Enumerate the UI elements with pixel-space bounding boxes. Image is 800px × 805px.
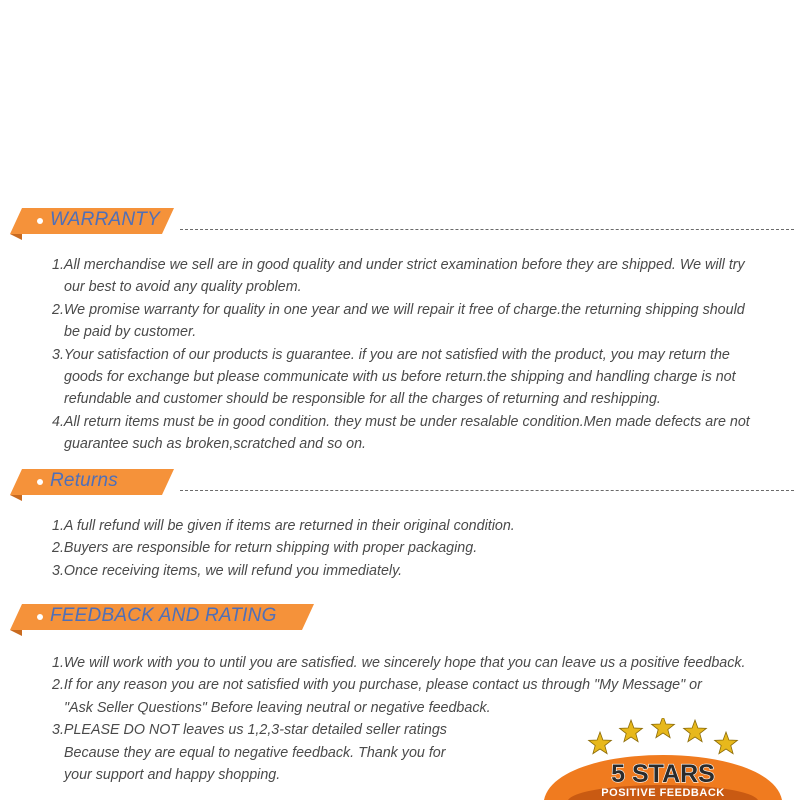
bullet-icon xyxy=(37,614,43,620)
list-item: 1.We will work with you to until you are satisfied. we sincerely hope that you can leave us a positive feedback. xyxy=(52,655,746,671)
list-item: 3.PLEASE DO NOT leaves us 1,2,3-star detailed seller ratings Because they are equal to negative feedback. Thank you for your support and happy shopping. xyxy=(52,722,447,784)
list-item: 1.All merchandise we sell are in good quality and under strict examination before they are shipped. We will try our best to avoid any quality problem. xyxy=(52,257,745,296)
dashed-divider xyxy=(180,229,794,230)
badge-subline: POSITIVE FEEDBACK xyxy=(601,787,725,799)
list-item: 1.A full refund will be given if items are returned in their original condition. xyxy=(52,518,515,534)
list-item: 3.Your satisfaction of our products is guarantee. if you are not satisfied with the product, you may return the goods for exchange but please communicate with us before return.the shipping and handling charge is not refundable and customer should be responsible for all the charges of returning and reshipping. xyxy=(52,346,736,408)
bullet-icon xyxy=(37,479,43,485)
warranty-list xyxy=(52,254,750,456)
star-icons xyxy=(589,718,738,754)
section-title: Returns xyxy=(50,470,118,491)
star-icon xyxy=(684,720,707,742)
five-stars-badge xyxy=(538,718,788,800)
list-item: 4.All return items must be in good condition. they must be under resalable condition.Men made defects are not guarantee such as broken,scratched and so on. xyxy=(52,413,750,453)
star-icon xyxy=(589,732,612,754)
dashed-divider xyxy=(180,490,794,491)
star-icon xyxy=(620,720,643,742)
returns-list xyxy=(52,515,515,582)
section-title: FEEDBACK AND RATING xyxy=(50,605,277,626)
list-item: 2.Buyers are responsible for return shipping with proper packaging. xyxy=(52,540,478,557)
star-icon xyxy=(715,732,738,754)
list-item: 2.If for any reason you are not satisfied with you purchase, please contact us through "My Message" or "Ask Seller Questions" Before leaving neutral or negative feedback. xyxy=(52,677,702,716)
star-icon xyxy=(652,718,675,738)
bullet-icon xyxy=(37,218,43,224)
badge-headline: 5 STARS xyxy=(611,760,715,788)
list-item: 2.We promise warranty for quality in one year and we will repair it free of charge.the returning shipping should be paid by customer. xyxy=(52,301,745,341)
section-title: WARRANTY xyxy=(50,209,160,230)
five-stars-graphic xyxy=(538,718,788,800)
list-item: 3.Once receiving items, we will refund you immediately. xyxy=(52,562,403,579)
